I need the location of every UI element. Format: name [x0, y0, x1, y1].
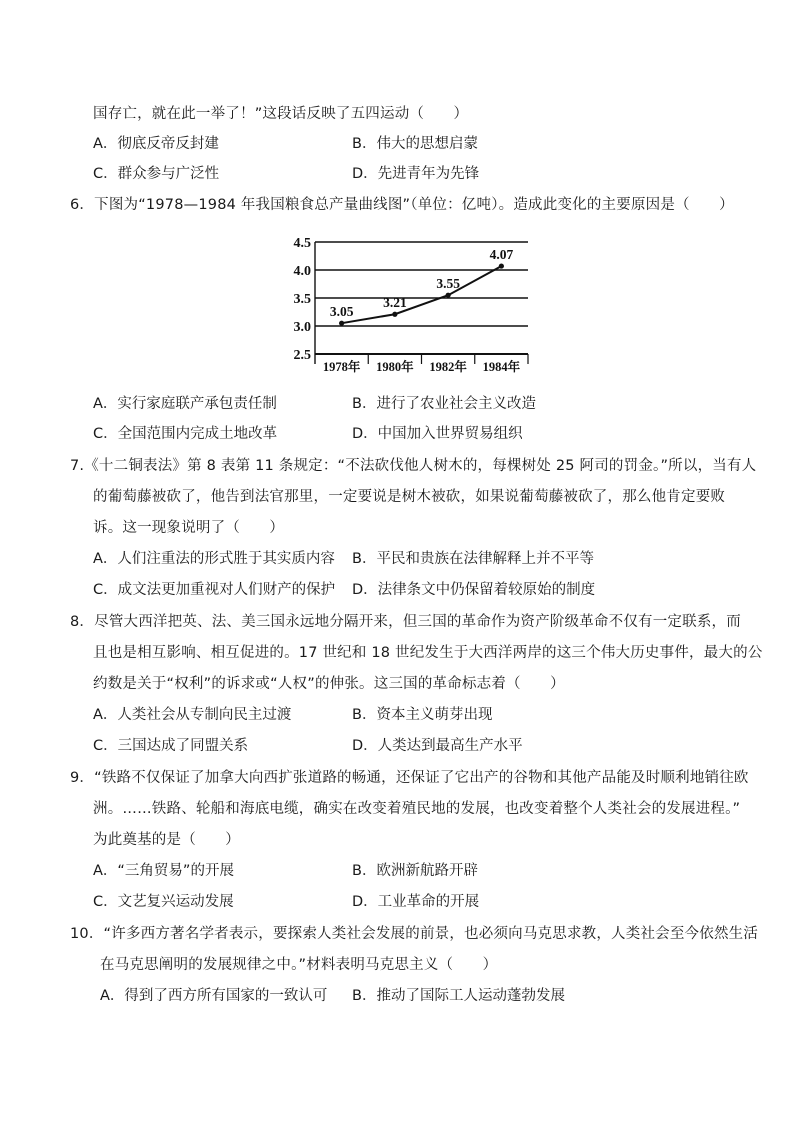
q8-option-c[interactable]: C．三国达成了同盟关系 [93, 738, 249, 754]
q9-option-d[interactable]: D．工业革命的开展 [352, 894, 480, 910]
q5-option-d[interactable]: D．先进青年为先锋 [352, 166, 480, 182]
x-tick-label: 1978年 [322, 360, 361, 374]
q8-stem-line2: 且也是相互影响、相互促进的。17 世纪和 18 世纪发生于大西洋两岸的这三个伟大历史事件，最大的公 [93, 645, 763, 661]
q6-option-d[interactable]: D．中国加入世界贸易组织 [352, 426, 523, 442]
y-tick-label: 3.0 [293, 320, 311, 335]
q9-option-a[interactable]: A．“三角贸易”的开展 [93, 863, 234, 879]
q10-stem-line2: 在马克思阐明的发展规律之中。”材料表明马克思主义（ ） [100, 957, 498, 973]
y-tick-label: 2.5 [293, 348, 311, 363]
q9-option-c[interactable]: C．文艺复兴运动发展 [93, 894, 234, 910]
q7-option-b[interactable]: B．平民和贵族在法律解释上并不平等 [352, 551, 594, 567]
q7-option-d[interactable]: D．法律条文中仍保留着较原始的制度 [352, 582, 596, 598]
q6-option-b[interactable]: B．进行了农业社会主义改造 [352, 396, 536, 412]
q8-option-d[interactable]: D．人类达到最高生产水平 [352, 738, 523, 754]
data-label: 3.05 [329, 304, 354, 320]
q8-stem-line1: 8．尽管大西洋把英、法、美三国永远地分隔开来，但三国的革命作为资产阶级革命不仅有一定联系，而 [70, 614, 741, 630]
data-label: 3.55 [436, 276, 460, 292]
q8-option-a[interactable]: A．人类社会从专制向民主过渡 [93, 707, 292, 723]
data-point [499, 263, 504, 268]
q6-stem: 6．下图为“1978—1984 年我国粮食总产量曲线图”（单位：亿吨）。造成此变化的主要原因是（ ） [70, 197, 734, 213]
series-line [342, 266, 502, 323]
y-tick-label: 3.5 [293, 292, 311, 307]
q9-stem-line1: 9．“铁路不仅保证了加拿大向西扩张道路的畅通，还保证了它出产的谷物和其他产品能及时顺利地销往欧 [70, 770, 749, 786]
q8-option-b[interactable]: B．资本主义萌芽出现 [352, 707, 493, 723]
q7-stem-line2: 的葡萄藤被砍了，他告到法官那里，一定要说是树木被砍，如果说葡萄藤被砍了，那么他肯定要败 [93, 489, 726, 505]
q9-option-b[interactable]: B．欧洲新航路开辟 [352, 863, 478, 879]
data-point [446, 293, 451, 298]
q5-option-b[interactable]: B．伟大的思想启蒙 [352, 136, 478, 152]
data-point [339, 321, 344, 326]
q7-option-a[interactable]: A．人们注重法的形式胜于其实质内容 [93, 551, 335, 567]
q5-stem-tail: 国存亡，就在此一举了！”这段话反映了五四运动（ ） [93, 106, 469, 122]
data-label: 4.07 [489, 247, 514, 263]
data-label: 3.21 [383, 295, 407, 311]
y-tick-label: 4.0 [293, 264, 311, 279]
q7-stem-line3: 诉。这一现象说明了（ ） [93, 520, 285, 536]
q10-stem-line1: 10．“许多西方著名学者表示，要探索人类社会发展的前景，也必须向马克思求教，人类社会至今依然生活 [70, 926, 759, 942]
grain-output-chart [282, 232, 530, 377]
x-tick-label: 1982年 [429, 360, 467, 374]
q5-option-c[interactable]: C．群众参与广泛性 [93, 166, 220, 182]
q10-option-b[interactable]: B．推动了国际工人运动蓬勃发展 [352, 988, 565, 1004]
q9-stem-line2: 洲。……铁路、轮船和海底电缆，确实在改变着殖民地的发展，也改变着整个人类社会的发展进程。” [93, 801, 741, 817]
data-point [392, 312, 397, 317]
x-tick-label: 1980年 [376, 360, 414, 374]
x-tick-label: 1984年 [482, 360, 521, 374]
q6-option-c[interactable]: C．全国范围内完成土地改革 [93, 426, 278, 442]
q9-stem-line3: 为此奠基的是（ ） [93, 832, 240, 848]
y-tick-label: 4.5 [293, 236, 311, 251]
q6-option-a[interactable]: A．实行家庭联产承包责任制 [93, 396, 277, 412]
q7-stem-line1: 7.《十二铜表法》第 8 表第 11 条规定：“不法砍伐他人树木的，每棵树处 25 阿司的罚金。”所以，当有人 [70, 458, 757, 474]
q8-stem-line3: 约数是关于“权利”的诉求或“人权”的伸张。这三国的革命标志着（ ） [93, 676, 565, 692]
q7-option-c[interactable]: C．成文法更加重视对人们财产的保护 [93, 582, 336, 598]
q10-option-a[interactable]: A．得到了西方所有国家的一致认可 [100, 988, 328, 1004]
q5-option-a[interactable]: A．彻底反帝反封建 [93, 136, 219, 152]
